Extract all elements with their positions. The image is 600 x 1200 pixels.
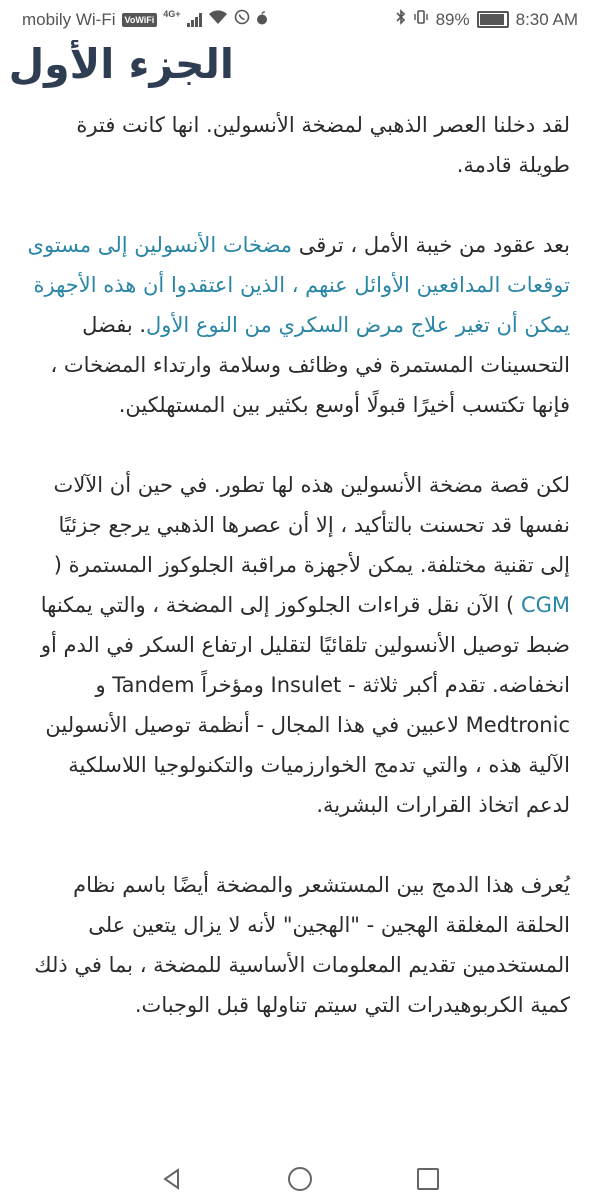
status-right [396, 9, 578, 30]
home-icon [287, 1166, 313, 1192]
recents-icon [416, 1167, 440, 1191]
page-title: الجزء الأول [8, 40, 234, 88]
article-body [27, 105, 570, 1065]
signal-icon [187, 13, 202, 27]
vibrate-icon [413, 9, 429, 30]
paragraph-2-text-start: بعد عقود من خيبة الأمل ، ترقى [292, 233, 570, 257]
clock: 8:30 AM [515, 9, 578, 29]
navigation-bar [0, 1158, 600, 1200]
network-type: 4G+ [163, 8, 181, 19]
insulin-pumps-link[interactable]: مضخات الأنسولين إلى مستوى توقعات المدافعين الأوائل عنهم ، الذين اعتقدوا أن هذه الأجهزة يمكن أن تغير علاج مرض السكري من النوع الأول [27, 233, 570, 337]
bluetooth-icon [396, 9, 406, 30]
battery-percent: 89% [435, 9, 470, 29]
paragraph-3-text-start: لكن قصة مضخة الأنسولين هذه لها تطور. في حين أن الآلات نفسها قد تحسنت بالتأكيد ، إلا أن عصرها الذهبي يرجع جزئيًا إلى تقنية مختلفة. يمكن لأجهزة مراقبة الجلوكوز المستمرة ( [53, 473, 570, 577]
apple-icon [256, 10, 268, 30]
article-content [0, 40, 600, 1158]
paragraph-3 [27, 465, 570, 825]
paragraph-4: يُعرف هذا الدمج بين المستشعر والمضخة أيضًا باسم نظام الحلقة المغلقة الهجين - "الهجين" لأنه لا يزال يتعين على المستخدمين تقديم المعلومات الأساسية للمضخة ، بما في ذلك كمية الكربوهيدرات التي سيتم تناولها قبل الوجبات. [34, 873, 570, 1017]
paragraph-2 [27, 225, 570, 425]
whatsapp-icon [234, 9, 250, 30]
paragraph-1: لقد دخلنا العصر الذهبي لمضخة الأنسولين. انها كانت فترة طويلة قادمة. [76, 113, 570, 177]
cgm-link[interactable]: CGM [520, 593, 570, 617]
recents-button[interactable] [408, 1164, 448, 1194]
paragraph-2-text-end: . بفضل التحسينات المستمرة في وظائف وسلامة وارتداء المضخات ، فإنها تكتسب أخيرًا قبولًا أوسع بكثير بين المستهلكين. [50, 313, 570, 417]
carrier-name: mobily Wi-Fi [22, 9, 116, 29]
status-left [22, 9, 268, 30]
vowifi-icon: VoWiFi [122, 13, 158, 27]
battery-icon [477, 11, 509, 28]
back-icon [160, 1167, 184, 1191]
home-button[interactable] [280, 1164, 320, 1194]
status-bar [0, 0, 600, 40]
wifi-icon [208, 9, 228, 30]
paragraph-3-text-end: ) الآن نقل قراءات الجلوكوز إلى المضخة ، والتي يمكنها ضبط توصيل الأنسولين تلقائيًا لتقليل ارتفاع السكر في الدم أو انخفاضه. تقدم أكبر ثلاثة - Insulet ومؤخراً Tandem و Medtronic لاعبين في هذا المجال - أنظمة توصيل الأنسولين الآلية هذه ، والتي تدمج الخوارزميات والتكنولوجيا اللاسلكية لدعم اتخاذ القرارات البشرية. [40, 593, 570, 817]
back-button[interactable] [152, 1164, 192, 1194]
